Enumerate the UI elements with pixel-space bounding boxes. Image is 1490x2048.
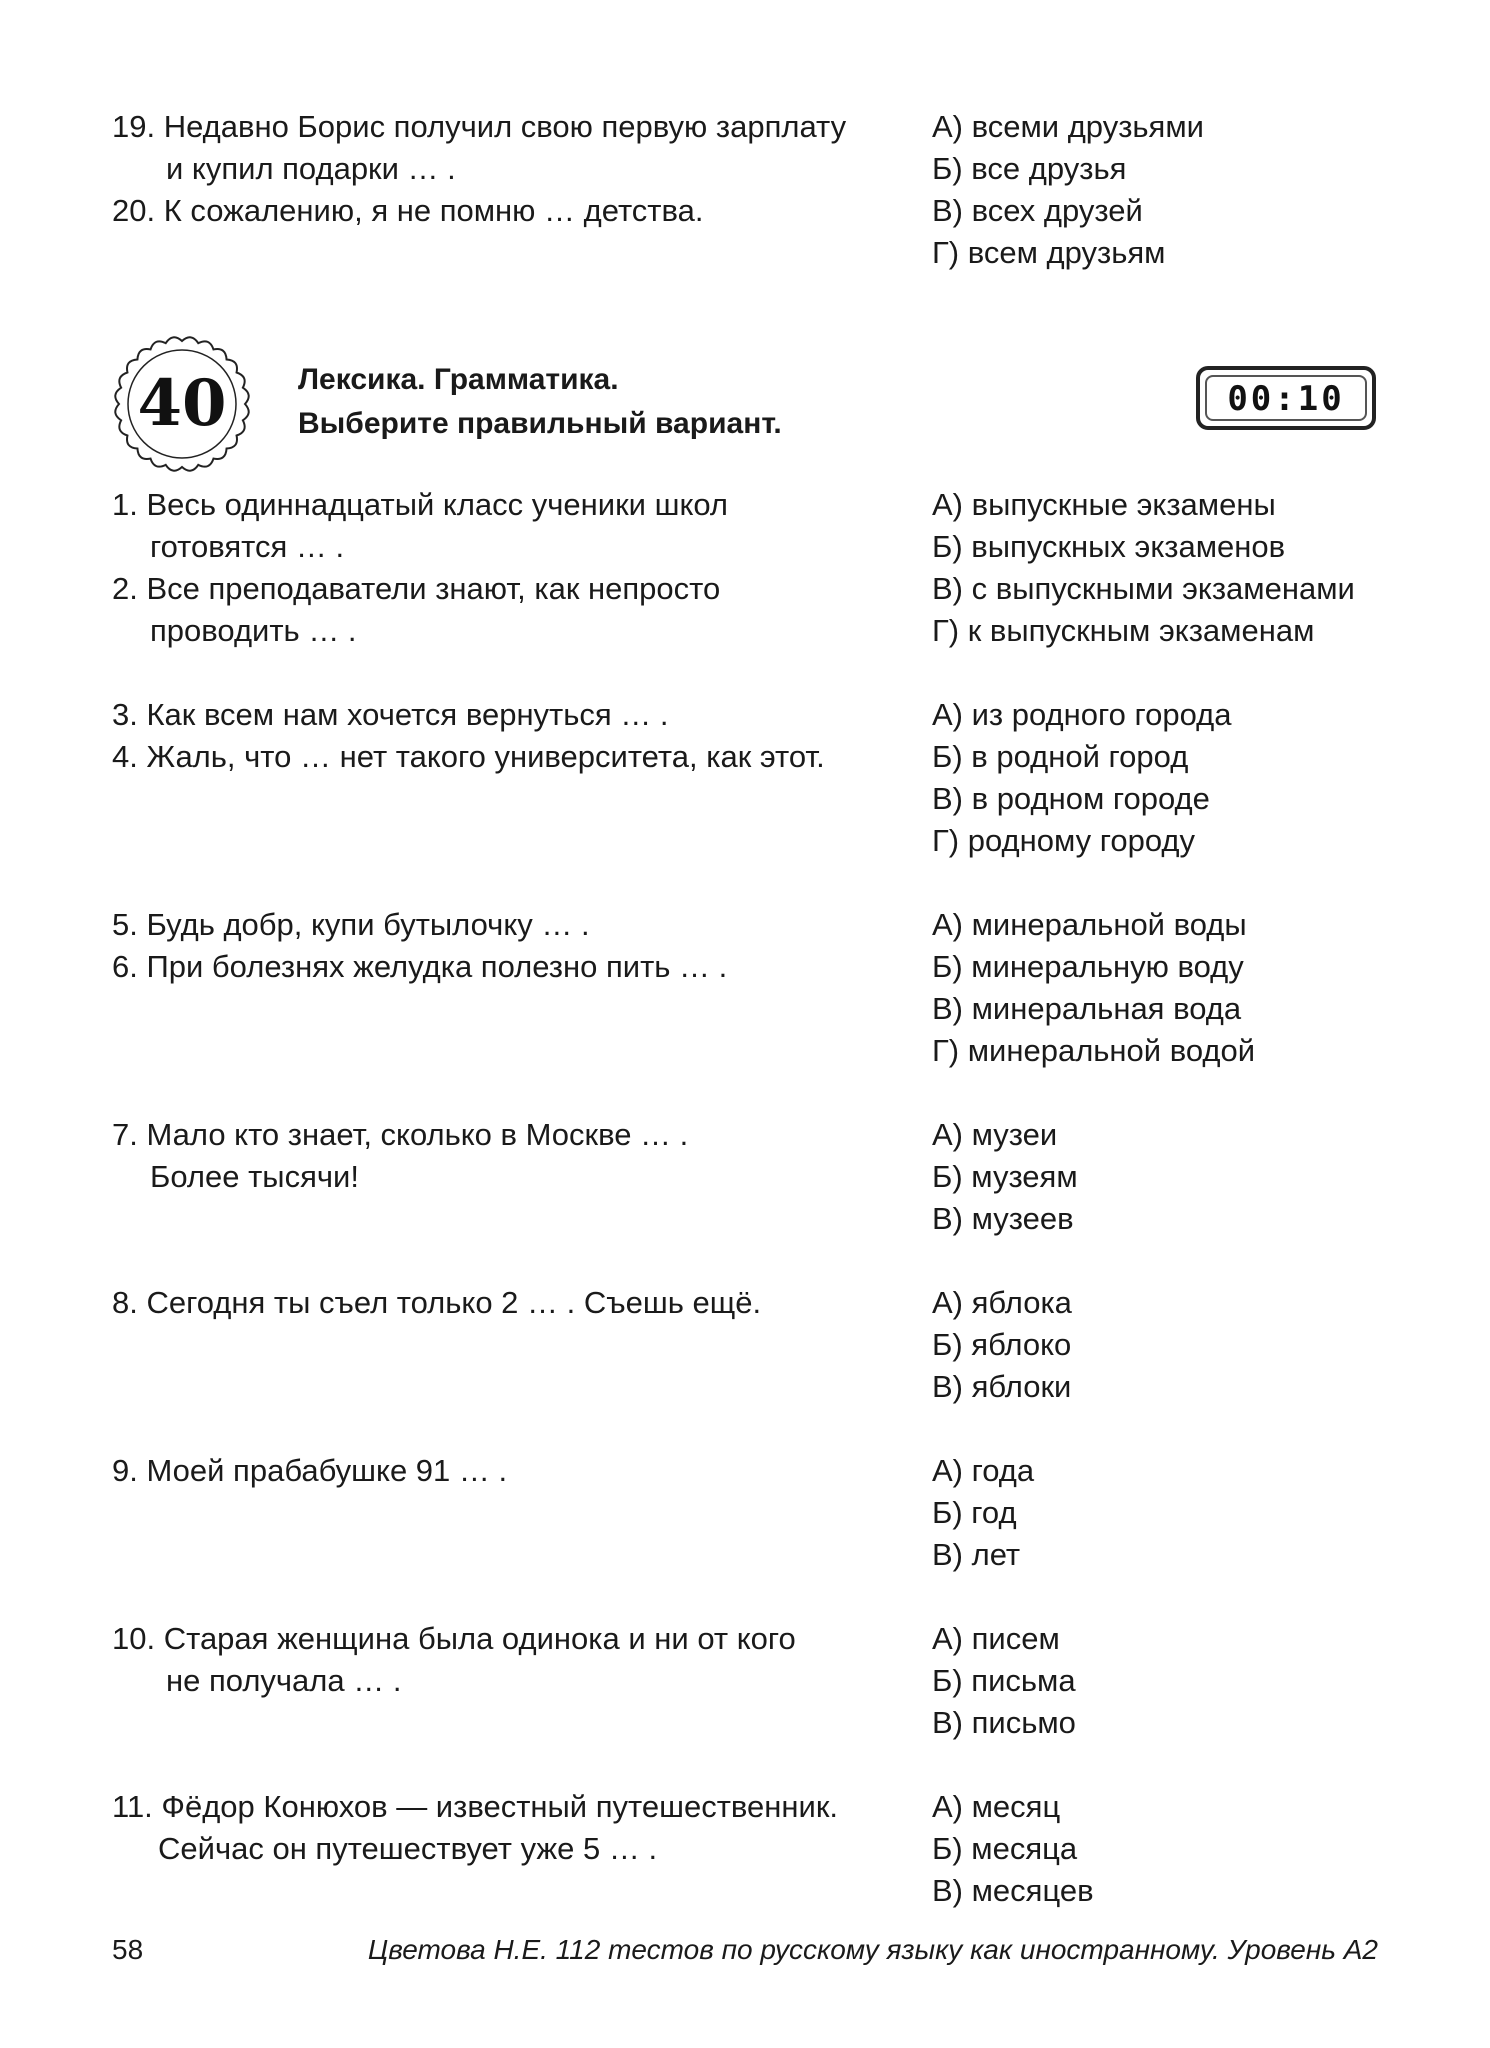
question-19: 19. Недавно Борис получил свою первую зарплату bbox=[112, 109, 847, 144]
option-2-b: Б) в родной город bbox=[932, 739, 1189, 774]
question-9: 9. Моей прабабушке 91 … . bbox=[112, 1453, 508, 1488]
option-2-g: Г) родному городу bbox=[932, 823, 1196, 858]
prev-option-b: Б) все друзья bbox=[932, 151, 1127, 186]
exercise-instruction: Выберите правильный вариант. bbox=[298, 407, 782, 440]
option-1-a: А) выпускные экзамены bbox=[932, 487, 1276, 522]
question-11: 11. Фёдор Конюхов — известный путешественник. bbox=[112, 1789, 839, 1824]
question-8: 8. Сегодня ты съел только 2 … . Съешь ещё. bbox=[112, 1285, 762, 1320]
option-3-b: Б) минеральную воду bbox=[932, 949, 1244, 984]
option-8-a: А) месяц bbox=[932, 1789, 1061, 1824]
question-7-cont: Более тысячи! bbox=[150, 1159, 359, 1194]
option-4-v: В) музеев bbox=[932, 1201, 1074, 1236]
option-3-a: А) минеральной воды bbox=[932, 907, 1247, 942]
exercise-number: 40 bbox=[137, 366, 227, 441]
question-19-cont: и купил подарки … . bbox=[166, 151, 456, 186]
question-1-cont: готовятся … . bbox=[150, 529, 345, 564]
question-2-cont: проводить … . bbox=[150, 613, 357, 648]
option-6-b: Б) год bbox=[932, 1495, 1017, 1530]
option-3-g: Г) минеральной водой bbox=[932, 1033, 1256, 1068]
question-3: 3. Как всем нам хочется вернуться … . bbox=[112, 697, 669, 732]
option-2-a: А) из родного города bbox=[932, 697, 1232, 732]
option-7-a: А) писем bbox=[932, 1621, 1060, 1656]
option-7-v: В) письмо bbox=[932, 1705, 1076, 1740]
exercise-badge bbox=[112, 334, 252, 474]
option-7-b: Б) письма bbox=[932, 1663, 1076, 1698]
option-5-v: В) яблоки bbox=[932, 1369, 1072, 1404]
question-11-cont: Сейчас он путешествует уже 5 … . bbox=[158, 1831, 658, 1866]
option-1-b: Б) выпускных экзаменов bbox=[932, 529, 1286, 564]
question-5: 5. Будь добр, купи бутылочку … . bbox=[112, 907, 590, 942]
page-number: 58 bbox=[112, 1934, 144, 1965]
option-3-v: В) минеральная вода bbox=[932, 991, 1242, 1026]
exercise-title: Лексика. Грамматика. bbox=[298, 363, 619, 396]
question-6: 6. При болезнях желудка полезно пить … . bbox=[112, 949, 728, 984]
question-2: 2. Все преподаватели знают, как непросто bbox=[112, 571, 721, 606]
option-2-v: В) в родном городе bbox=[932, 781, 1210, 816]
question-7: 7. Мало кто знает, сколько в Москве … . bbox=[112, 1117, 689, 1152]
question-4: 4. Жаль, что … нет такого университета, как этот. bbox=[112, 739, 825, 774]
option-1-v: В) с выпускными экзаменами bbox=[932, 571, 1355, 606]
timer-box bbox=[1196, 366, 1376, 430]
option-5-b: Б) яблоко bbox=[932, 1327, 1072, 1362]
timer-display: 00:10 bbox=[1205, 375, 1367, 421]
question-10: 10. Старая женщина была одинока и ни от кого bbox=[112, 1621, 796, 1656]
option-6-v: В) лет bbox=[932, 1537, 1021, 1572]
question-20: 20. К сожалению, я не помню … детства. bbox=[112, 193, 704, 228]
option-4-a: А) музеи bbox=[932, 1117, 1058, 1152]
question-1: 1. Весь одиннадцатый класс ученики школ bbox=[112, 487, 729, 522]
option-8-v: В) месяцев bbox=[932, 1873, 1094, 1908]
prev-option-g: Г) всем друзьям bbox=[932, 235, 1166, 270]
book-title: Цветова Н.Е. 112 тестов по русскому языку как иностранному. Уровень А2 bbox=[367, 1934, 1378, 1965]
option-4-b: Б) музеям bbox=[932, 1159, 1078, 1194]
prev-option-a: А) всеми друзьями bbox=[932, 109, 1204, 144]
option-8-b: Б) месяца bbox=[932, 1831, 1078, 1866]
option-5-a: А) яблока bbox=[932, 1285, 1072, 1320]
prev-option-v: В) всех друзей bbox=[932, 193, 1143, 228]
option-1-g: Г) к выпускным экзаменам bbox=[932, 613, 1315, 648]
question-10-cont: не получала … . bbox=[166, 1663, 402, 1698]
option-6-a: А) года bbox=[932, 1453, 1035, 1488]
